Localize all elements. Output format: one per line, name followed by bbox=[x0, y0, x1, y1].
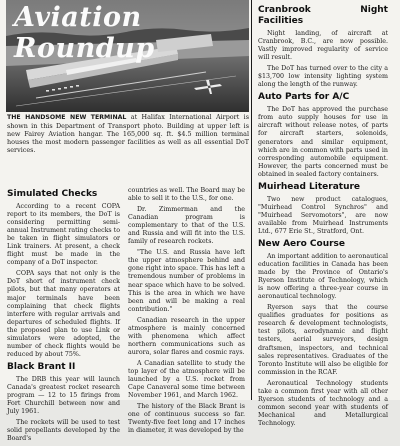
paragraph: A Canadian satellite to study the top layer of the atmosphere will be launched by a U.S. rocket from Cape Canaveral some time between November 1961, and March 1962. bbox=[128, 359, 245, 400]
paragraph: Two new product catalogues, "Muirhead Control Synchros" and "Muirhead Servomotors", are now available from Muirhead Instruments Ltd., 677 Erie St., Stratford, Ont. bbox=[258, 195, 388, 235]
paragraph: The DRB this year will launch Canada's greatest rocket research program — 12 to 15 firings from Fort Churchill between now and July 1961. bbox=[7, 375, 120, 416]
column-right bbox=[258, 3, 388, 431]
paragraph: The DoT has approved the purchase from auto supply houses for use in aircraft without release notes, of parts for aircraft starters, solenoids, generators and similar equipment, which are in common with parts used in corresponding automobile equipment. However, the parts concerned must be obtained in sealed factory containers. bbox=[258, 106, 388, 178]
heading-simulated-checks: Simulated Checks bbox=[7, 189, 98, 199]
column-left bbox=[7, 187, 120, 446]
photo-caption bbox=[7, 113, 249, 154]
heading-black-brant: Black Brant II bbox=[7, 361, 76, 372]
heading-auto-parts: Auto Parts for A/C bbox=[258, 92, 350, 103]
paragraph: Aeronautical Technology students take a common first year with all other Ryerson students of technology and a common second year with students of Mechanical and Metallurgical Technology. bbox=[258, 379, 388, 427]
paragraph: The DoT has turned over to the city a $13,700 low intensity lighting system along the length of the runway. bbox=[258, 65, 388, 89]
airport-terminal-photo bbox=[6, 0, 249, 112]
caption-headline: THE HANDSOME NEW TERMINAL bbox=[7, 114, 127, 121]
paragraph: Dr. Zimmerman and the Canadian program is complementary to that of the U.S. and Russia and will fit into the U.S. family of research rockets. bbox=[128, 206, 245, 246]
paragraph: COPA says that not only is the DoT short of instrument check pilots, but that many operators at major terminals have been complaining that check flights interfere with regular arrivals and departures of scheduled flights. If the proposed plan to use Link or simulators were adopted, the number of check flights would be reduced by about 75%. bbox=[7, 270, 120, 358]
masthead-title: Aviation Roundup bbox=[14, 2, 155, 64]
paragraph: countries as well. The Board may be able to sell it to the U.S., for one. bbox=[128, 187, 245, 203]
paragraph: "The U.S. and Russia have left the upper atmosphere behind and gone right into space. This has left a tremendous number of problems in near space which have to be solved. This is the area in which we have been and will be making a real contribution." bbox=[128, 249, 245, 313]
heading-cranbrook: Cranbrook Night Facilities bbox=[258, 5, 388, 26]
heading-aero-course: New Aero Course bbox=[258, 238, 346, 249]
paragraph: The rockets will be used to test solid propellants developed by the Board's bbox=[7, 419, 120, 443]
paragraph: Canadian research in the upper atmosphere is mainly concerned with phenomena which affect northern communications such as aurora, solar flares and cosmic rays. bbox=[128, 316, 245, 356]
paragraph: Ryerson says that the course qualifies graduates for positions as research & development technologists, test pilots, aerodynamic and flight testers, aerial surveyors, design draftsmen, inspectors, and technical sales representatives. Graduates of the Toronto Institute will also be eligible for commission in the RCAF. bbox=[258, 304, 388, 376]
column-divider bbox=[251, 0, 252, 400]
paragraph: Night landing, of aircraft at Cranbrook, B.C., are now possible. Vastly improved regularity of service will result. bbox=[258, 30, 388, 62]
column-middle bbox=[128, 187, 245, 438]
paragraph: According to a recent COPA report to its members, the DoT is considering permitting semi-annual Instrument rating checks to be taken in flight simulators or Link trainers. At present, a check flight must be made in the company of a DoT inspector. bbox=[7, 203, 120, 267]
caption-body: at Halifax International Airport is shown in this Department of Transport photo. Building at upper left is new Fairey Aviation hangar. The 165,000 sq. ft. $4.5 million terminal houses the most modern passenger facilities as well as all essential DoT services. bbox=[7, 113, 249, 154]
paragraph: The history of the Black Brant is one of continuous success so far. Twenty-five feet long and 17 inches in diameter, it was developed by the bbox=[128, 403, 245, 435]
heading-muirhead: Muirhead Literature bbox=[258, 181, 361, 192]
paragraph: An important addition to aeronautical education facilities in Canada has been made by the Province of Ontario's Ryerson Institute of Technology, which is now offering a three-year course in aeronautical technology. bbox=[258, 252, 388, 301]
